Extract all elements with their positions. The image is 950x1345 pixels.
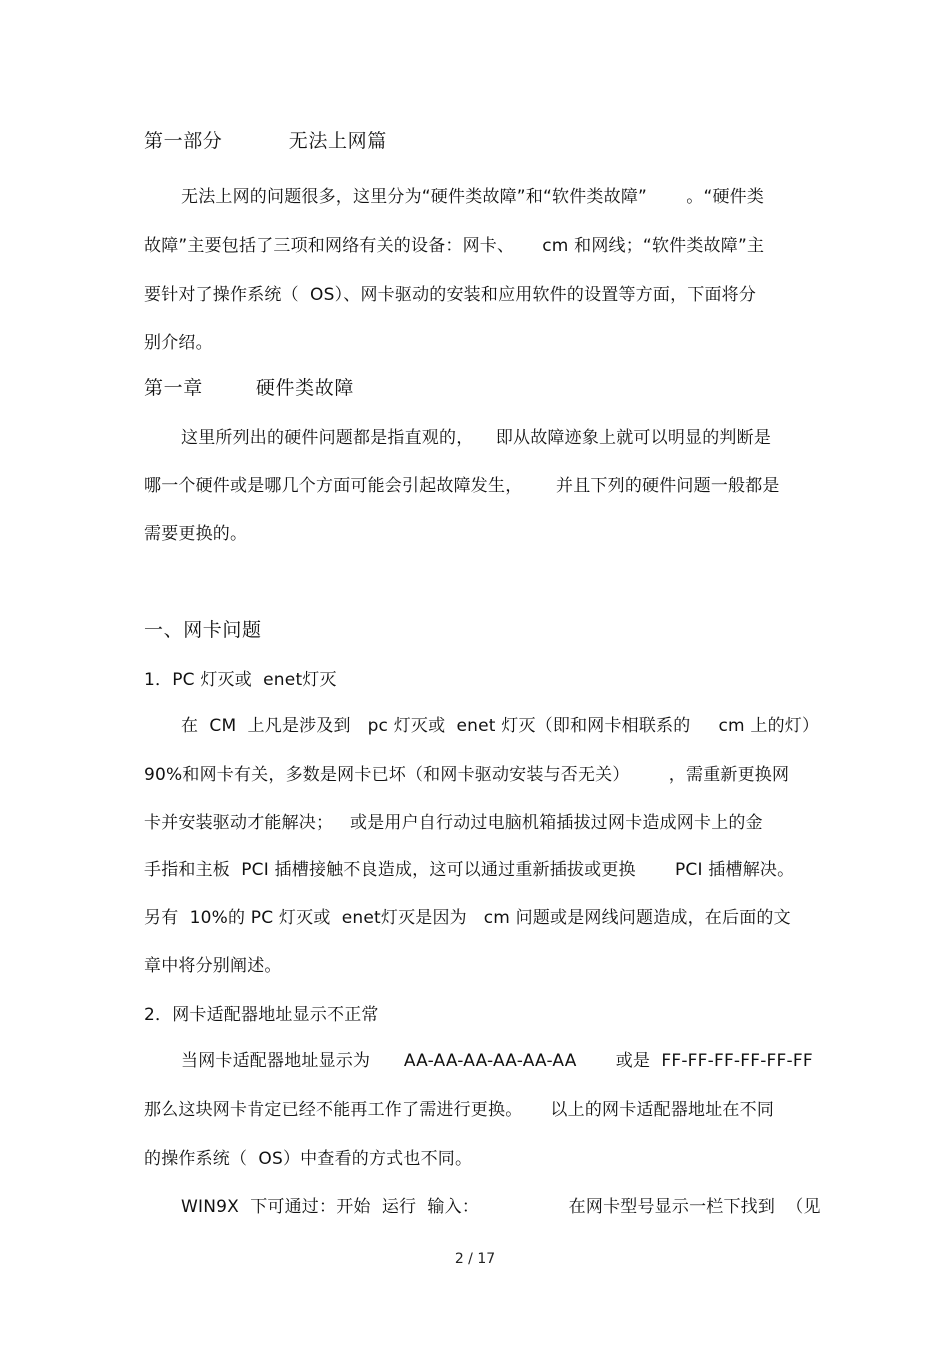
item-2-body-line-3: 的操作系统（ OS）中查看的方式也不同。 xyxy=(144,1149,473,1169)
intro-line-3: 要针对了操作系统（ OS）、网卡驱动的安装和应用软件的设置等方面，下面将分 xyxy=(144,285,757,305)
win9x-line: WIN9X 下可通过：开始 运行 输入： 在网卡型号显示一栏下找到 （见 xyxy=(181,1197,821,1217)
intro-line-4: 别介绍。 xyxy=(144,333,213,353)
chapter-intro-line-2: 哪一个硬件或是哪几个方面可能会引起故障发生， 并且下列的硬件问题一般都是 xyxy=(144,476,780,496)
intro-line-1: 无法上网的问题很多，这里分为“硬件类故障”和“软件类故障” 。“硬件类 xyxy=(181,187,765,207)
chapter-intro-line-1: 这里所列出的硬件问题都是指直观的， 即从故障迹象上就可以明显的判断是 xyxy=(181,428,772,448)
item-2-title: 2．网卡适配器地址显示不正常 xyxy=(144,1005,379,1025)
intro-line-2: 故障”主要包括了三项和网络有关的设备：网卡、 cm 和网线；“软件类故障”主 xyxy=(144,236,765,256)
page-number: 2 / 17 xyxy=(454,1251,496,1267)
section-title-nic: 一、网卡问题 xyxy=(144,619,262,641)
item-1-title: 1．PC 灯灭或 enet灯灭 xyxy=(144,670,337,690)
item-1-body-line-6: 章中将分别阐述。 xyxy=(144,956,282,976)
item-1-body-line-4: 手指和主板 PCI 插槽接触不良造成，这可以通过重新插拔或更换 PCI 插槽解决。 xyxy=(144,860,795,880)
item-1-body-line-5: 另有 10%的 PC 灯灭或 enet灯灭是因为 cm 问题或是网线问题造成，在后面的文 xyxy=(144,908,791,928)
chapter-intro-line-3: 需要更换的。 xyxy=(144,524,248,544)
item-1-body-line-1: 在 CM 上凡是涉及到 pc 灯灭或 enet 灯灭（即和网卡相联系的 cm 上的灯） xyxy=(181,716,820,736)
item-2-body-line-1: 当网卡适配器地址显示为 AA-AA-AA-AA-AA-AA 或是 FF-FF-FF-FF-FF-FF xyxy=(181,1051,813,1071)
item-1-body-line-3: 卡并安装驱动才能解决； 或是用户自行动过电脑机箱插拔过网卡造成网卡上的金 xyxy=(144,813,763,833)
part-title: 第一部分 无法上网篇 xyxy=(144,130,387,152)
item-2-body-line-2: 那么这块网卡肯定已经不能再工作了需进行更换。 以上的网卡适配器地址在不同 xyxy=(144,1100,775,1120)
item-1-body-line-2: 90%和网卡有关，多数是网卡已坏（和网卡驱动安装与否无关） ，需重新更换网 xyxy=(144,765,790,785)
chapter-title: 第一章 硬件类故障 xyxy=(144,377,354,399)
